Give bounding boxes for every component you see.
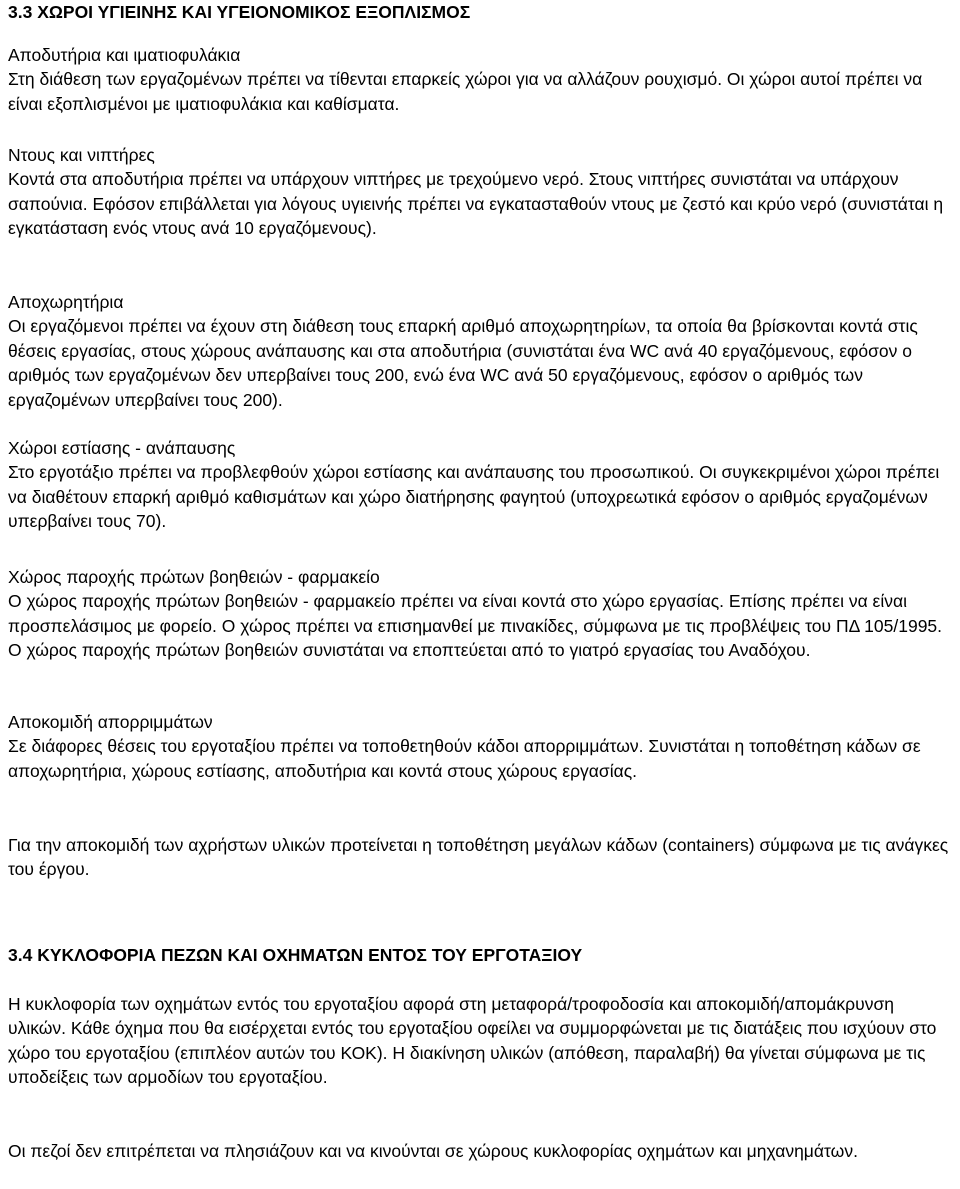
section-block-containers [8,833,953,882]
paragraph-showers: Κοντά στα αποδυτήρια πρέπει να υπάρχουν νιπτήρες με τρεχούμενο νερό. Στους νιπτήρες συνιστάται να υπάρχουν σαπούνια. Εφόσον επιβάλλεται για λόγους υγιεινής πρέπει να εγκατασταθούν ντους με ζεστό και κρύο νερό (συνιστάται η εγκατάσταση ενός ντους ανά 10 εργαζόμενους). [8,169,944,239]
section-block-first-aid [8,565,953,663]
subheading-changing-rooms: Αποδυτήρια και ιματιοφυλάκια [8,45,241,65]
section-title-3-4: 3.4 ΚΥΚΛΟΦΟΡΙΑ ΠΕΖΩΝ ΚΑΙ ΟΧΗΜΑΤΩΝ ΕΝΤΟΣ ΤΟΥ ΕΡΓΟΤΑΞΙΟΥ [8,945,583,965]
subheading-showers: Ντους και νιπτήρες [8,145,155,165]
subheading-toilets: Αποχωρητήρια [8,292,124,312]
paragraph-dining: Στο εργοτάξιο πρέπει να προβλεφθούν χώροι εστίασης και ανάπαυσης του προσωπικού. Οι συγκεκριμένοι χώροι πρέπει να διαθέτουν επαρκή αριθμό καθισμάτων και χώρο διατήρησης φαγητού (υποχρεωτικά εφόσον ο αριθμός εργαζομένων υπερβαίνει τους 70). [8,462,940,532]
section-block-toilets [8,290,953,412]
section-block-waste [8,710,953,783]
paragraph-pedestrians: Οι πεζοί δεν επιτρέπεται να πλησιάζουν και να κινούνται σε χώρους κυκλοφορίας οχημάτων και μηχανημάτων. [8,1141,858,1161]
section-block-changing-rooms [8,43,953,116]
section-title-3-3: 3.3 ΧΩΡΟΙ ΥΓΙΕΙΝΗΣ ΚΑΙ ΥΓΕΙΟΝΟΜΙΚΟΣ ΕΞΟΠΛΙΣΜΟΣ [8,2,471,22]
paragraph-waste: Σε διάφορες θέσεις του εργοταξίου πρέπει να τοποθετηθούν κάδοι απορριμμάτων. Συνιστάται η τοποθέτηση κάδων σε αποχωρητήρια, χώρους εστίασης, αποδυτήρια και κοντά στους χώρους εργασίας. [8,736,921,781]
section-block-traffic [8,992,953,1090]
paragraph-containers: Για την αποκομιδή των αχρήστων υλικών προτείνεται η τοποθέτηση μεγάλων κάδων (containers) σύμφωνα με τις ανάγκες του έργου. [8,835,949,880]
subheading-waste: Αποκομιδή απορριμμάτων [8,712,213,732]
paragraph-toilets: Οι εργαζόμενοι πρέπει να έχουν στη διάθεση τους επαρκή αριθμό αποχωρητηρίων, τα οποία θα βρίσκονται κοντά στις θέσεις εργασίας, στους χώρους ανάπαυσης και στα αποδυτήρια (συνιστάται ένα WC ανά 40 εργαζόμενους, εφόσον ο αριθμός των εργαζομένων δεν υπερβαίνει τους 200, ενώ ένα WC ανά 50 εργαζόμενους, εφόσον ο αριθμός των εργαζομένων υπερβαίνει τους 200). [8,316,918,410]
section-block-showers [8,143,953,241]
paragraph-changing-rooms: Στη διάθεση των εργαζομένων πρέπει να τίθενται επαρκείς χώροι για να αλλάζουν ρουχισμό. Οι χώροι αυτοί πρέπει να είναι εξοπλισμένοι με ιματιοφυλάκια και καθίσματα. [8,69,923,114]
paragraph-traffic: Η κυκλοφορία των οχημάτων εντός του εργοταξίου αφορά στη μεταφορά/τροφοδοσία και αποκομιδή/απομάκρυνση υλικών. Κάθε όχημα που θα εισέρχεται εντός του εργοταξίου οφείλει να συμμορφώνεται με τις διατάξεις που ισχύουν στο χώρο του εργοταξίου (επιπλέον αυτών του ΚΟΚ). Η διακίνηση υλικών (απόθεση, παραλαβή) θα γίνεται σύμφωνα με τις υποδείξεις των αρμοδίων του εργοταξίου. [8,994,937,1088]
subheading-first-aid: Χώρος παροχής πρώτων βοηθειών - φαρμακείο [8,567,380,587]
paragraph-first-aid: Ο χώρος παροχής πρώτων βοηθειών - φαρμακείο πρέπει να είναι κοντά στο χώρο εργασίας. Επίσης πρέπει να είναι προσπελάσιμος με φορείο. Ο χώρος πρέπει να επισημανθεί με πινακίδες, σύμφωνα με τις προβλέψεις του ΠΔ 105/1995. Ο χώρος παροχής πρώτων βοηθειών συνιστάται να εποπτεύεται από το γιατρό εργασίας του Αναδόχου. [8,591,943,661]
section-block-dining [8,436,953,534]
section-block-pedestrians [8,1139,953,1163]
subheading-dining: Χώροι εστίασης - ανάπαυσης [8,438,236,458]
